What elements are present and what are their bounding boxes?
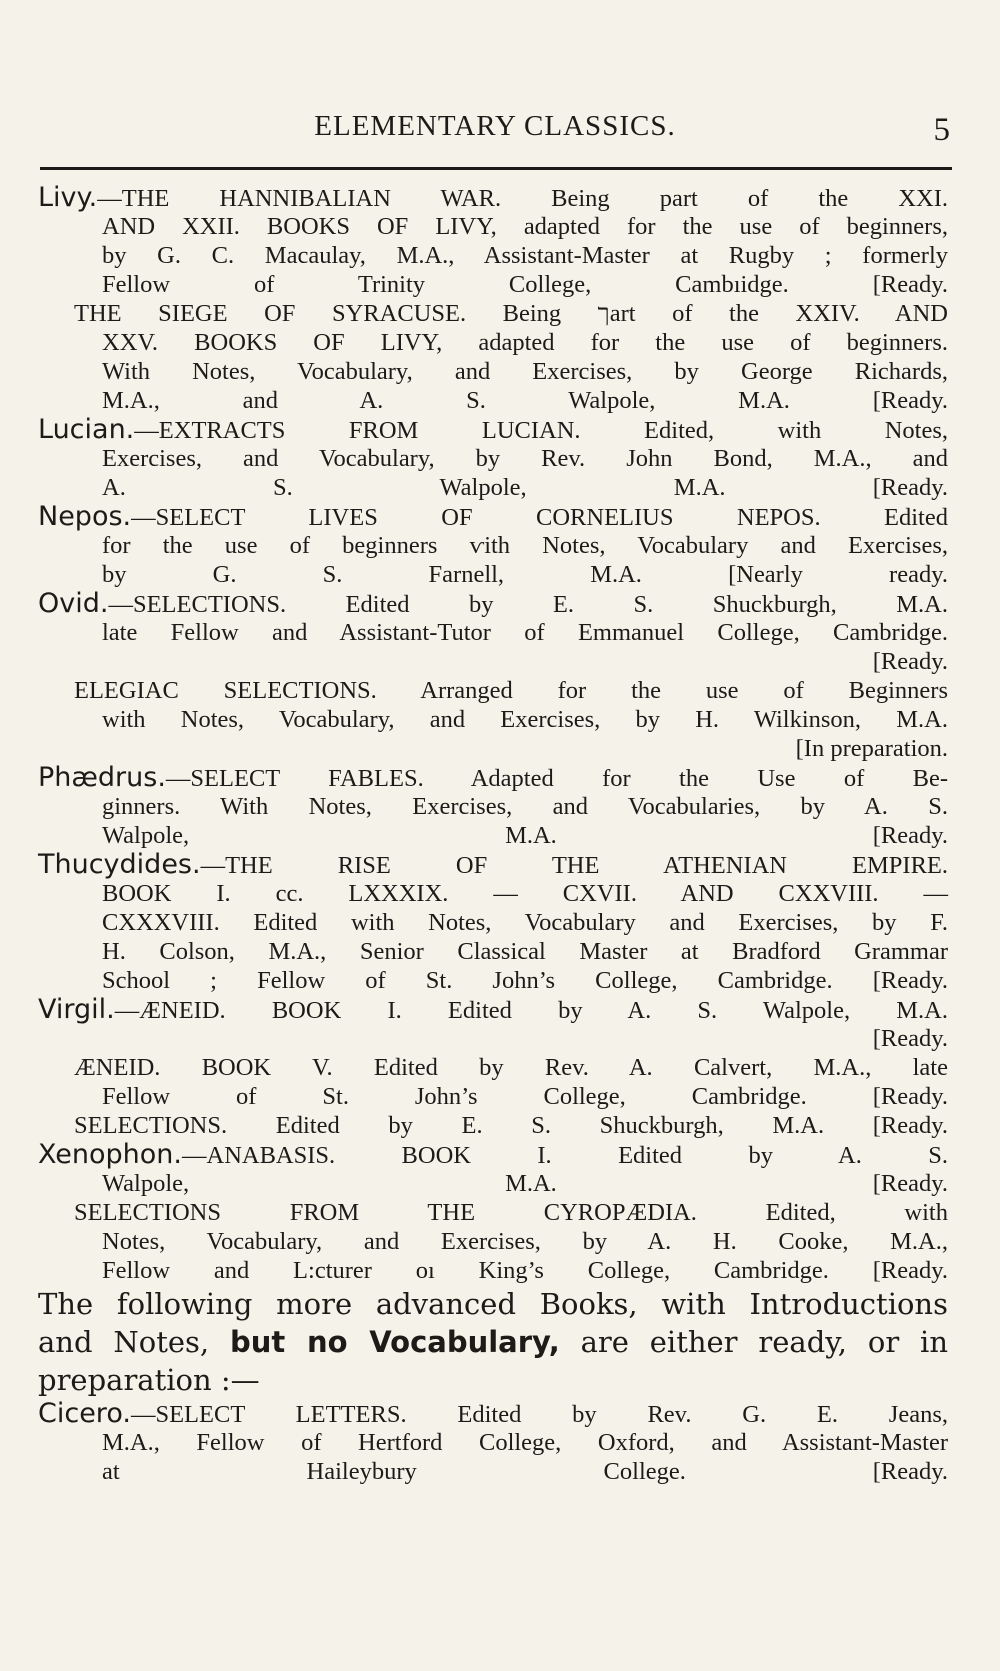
entry-line: Fellow and L:cturer oı King’s College, Cambridge. [Ready. bbox=[102, 1257, 948, 1284]
entry-line: Walpole, M.A. [Ready. bbox=[102, 1170, 948, 1197]
entry-status: [In preparation. bbox=[795, 735, 948, 762]
author-name: Thucydides. bbox=[38, 849, 201, 880]
entry-line: Fellow of Trinity College, Cambıidge. [Ready. bbox=[102, 271, 948, 298]
entry-line: with Notes, Vocabulary, and Exercises, by H. Wilkinson, M.A. bbox=[102, 706, 948, 733]
entry-xenophon bbox=[38, 1140, 948, 1285]
entry-line: ELEGIAC SELECTIONS. Arranged for the use of Beginners bbox=[74, 677, 948, 704]
entry-nepos bbox=[38, 502, 948, 589]
running-header bbox=[40, 110, 950, 150]
entry-virgil bbox=[38, 995, 948, 1140]
entry-line: by G. S. Farnell, M.A. [Nearly ready. bbox=[102, 561, 948, 588]
entry-line: ginners. With Notes, Exercises, and Vocabularies, by A. S. bbox=[102, 793, 948, 820]
entry-line: BOOK I. cc. LXXXIX. — CXVII. AND CXXVIII. — bbox=[102, 880, 948, 907]
entry-status: [Ready. bbox=[872, 1025, 948, 1052]
author-name: Lucian. bbox=[38, 414, 135, 445]
entry-line: M.A., and A. S. Walpole, M.A. [Ready. bbox=[102, 387, 948, 414]
entry-line: —SELECT LIVES OF CORNELIUS NEPOS. Edited bbox=[131, 504, 948, 531]
entry-livy bbox=[38, 183, 948, 415]
entry-line: Exercises, and Vocabulary, by Rev. John Bond, M.A., and bbox=[102, 445, 948, 472]
entry-thucydides bbox=[38, 850, 948, 995]
entry-line: THE SIEGE OF SYRACUSE. Being ךart of the XXIV. AND bbox=[74, 300, 948, 327]
entry-line: at Haileybury College. [Ready. bbox=[102, 1458, 948, 1485]
entry-line: AND XXII. BOOKS OF LIVY, adapted for the use of beginners, bbox=[102, 213, 948, 240]
entry-line: M.A., Fellow of Hertford College, Oxford, and Assistant-Master bbox=[102, 1429, 948, 1456]
entry-ovid bbox=[38, 589, 948, 763]
entry-line: CXXXVIII. Edited with Notes, Vocabulary and Exercises, by F. bbox=[102, 909, 948, 936]
catalogue-entries bbox=[38, 183, 948, 1486]
entry-line: SELECTIONS FROM THE CYROPÆDIA. Edited, with bbox=[74, 1199, 948, 1226]
note-emphasis: but no Vocabulary, bbox=[230, 1325, 560, 1359]
entry-line: —ANABASIS. BOOK I. Edited by A. S. bbox=[182, 1142, 948, 1169]
entry-line: ÆNEID. BOOK V. Edited by Rev. A. Calvert, M.A., late bbox=[74, 1054, 948, 1081]
entry-line: —SELECT FABLES. Adapted for the Use of Be- bbox=[165, 765, 948, 792]
entry-line: —THE HANNIBALIAN WAR. Being part of the XXI. bbox=[97, 185, 948, 212]
entry-line: —THE RISE OF THE ATHENIAN EMPIRE. bbox=[200, 852, 948, 879]
author-name: Ovid. bbox=[38, 588, 109, 619]
entry-phaedrus bbox=[38, 763, 948, 850]
entry-line: —ÆNEID. BOOK I. Edited by A. S. Walpole, M.A. bbox=[114, 997, 948, 1024]
entry-line: School ; Fellow of St. John’s College, Cambridge. [Ready. bbox=[102, 967, 948, 994]
entry-line: —SELECTIONS. Edited by E. S. Shuckburgh, M.A. bbox=[108, 591, 948, 618]
entry-line: for the use of beginners ⱱith Notes, Vocabulary and Exercises, bbox=[102, 532, 948, 559]
entry-cicero bbox=[38, 1399, 948, 1486]
note-text: are either ready, or in bbox=[559, 1325, 949, 1359]
entry-line: H. Colson, M.A., Senior Classical Master at Bradford Grammar bbox=[102, 938, 948, 965]
entry-line: —EXTRACTS FROM LUCIAN. Edited, with Notes, bbox=[134, 417, 948, 444]
advanced-books-note bbox=[38, 1285, 948, 1399]
author-name: Phædrus. bbox=[38, 762, 166, 793]
entry-line: Walpole, M.A. [Ready. bbox=[102, 822, 948, 849]
note-line: The following more advanced Books, with Introductions bbox=[38, 1287, 948, 1321]
entry-line: With Notes, Vocabulary, and Exercises, by George Richards, bbox=[102, 358, 948, 385]
note-line: preparation :— bbox=[38, 1363, 260, 1397]
entry-line: by G. C. Macaulay, M.A., Assistant-Master at Rugby ; formerly bbox=[102, 242, 948, 269]
entry-line: Fellow of St. John’s College, Cambridge. [Ready. bbox=[102, 1083, 948, 1110]
entry-line: —SELECT LETTERS. Edited by Rev. G. E. Jeans, bbox=[130, 1401, 948, 1428]
entry-line: XXV. BOOKS OF LIVY, adapted for the use of beginners. bbox=[102, 329, 948, 356]
entry-status: [Ready. bbox=[872, 648, 948, 675]
note-text: and Notes, bbox=[38, 1325, 230, 1359]
author-name: Livy. bbox=[38, 182, 98, 213]
page-title: ELEMENTARY CLASSICS. bbox=[314, 110, 676, 142]
entry-line: SELECTIONS. Edited by E. S. Shuckburgh, M.A. [Ready. bbox=[74, 1112, 948, 1139]
entry-line: A. S. Walpole, M.A. [Ready. bbox=[102, 474, 948, 501]
author-name: Nepos. bbox=[38, 501, 132, 532]
entry-line: Notes, Vocabulary, and Exercises, by A. H. Cooke, M.A., bbox=[102, 1228, 948, 1255]
author-name: Xenophon. bbox=[38, 1139, 182, 1170]
header-rule bbox=[40, 167, 952, 170]
entry-line: late Fellow and Assistant-Tutor of Emmanuel College, Cambridge. bbox=[102, 619, 948, 646]
author-name: Virgil. bbox=[38, 994, 115, 1025]
author-name: Cicero. bbox=[38, 1398, 131, 1429]
page-number: 5 bbox=[933, 112, 950, 148]
entry-lucian bbox=[38, 415, 948, 502]
